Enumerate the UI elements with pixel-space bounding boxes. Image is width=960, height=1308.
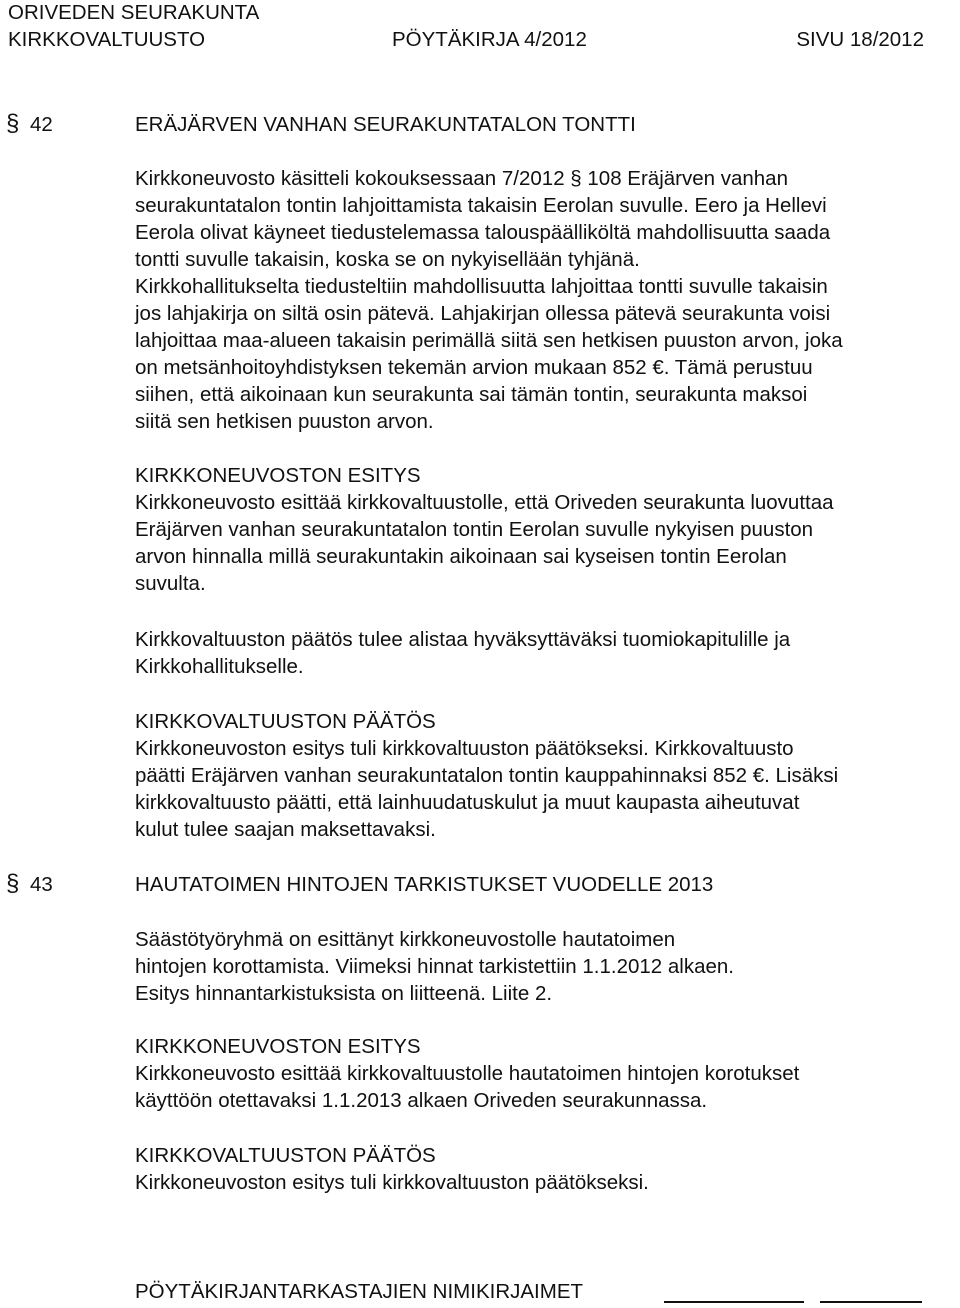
section-mark: § <box>6 110 20 137</box>
section-intro <box>135 926 935 1007</box>
paragraph-line: kulut tulee saajan maksettavaksi. <box>135 818 436 841</box>
decision-block <box>135 708 935 843</box>
paragraph-line: Kirkkoneuvoston esitys tuli kirkkovaltuuston päätökseksi. <box>135 1171 649 1194</box>
paragraph-line: arvon hinnalla millä seurakuntakin aikoinaan sai kyseisen tontin Eerolan <box>135 545 787 568</box>
paragraph-line: Eerola olivat käyneet tiedustelemassa talouspäälliköltä mahdollisuutta saada <box>135 221 831 244</box>
paragraph-line: Säästötyöryhmä on esittänyt kirkkoneuvostolle hautatoimen <box>135 928 676 951</box>
section-number: 42 <box>30 113 53 136</box>
proposal-block <box>135 1033 935 1114</box>
governing-body: KIRKKOVALTUUSTO <box>8 28 206 51</box>
page-number: SIVU 18/2012 <box>796 28 924 51</box>
paragraph-line: käyttöön otettavaksi 1.1.2013 alkaen Oriveden seurakunnassa. <box>135 1089 708 1112</box>
paragraph-line: Eräjärven vanhan seurakuntatalon tontin Eerolan suvulle nykyisen puuston <box>135 518 814 541</box>
proposal-heading: KIRKKONEUVOSTON ESITYS <box>135 464 421 487</box>
signature-line <box>664 1301 804 1303</box>
section-intro <box>135 165 935 435</box>
paragraph-line: suvulta. <box>135 572 206 595</box>
appeal-block <box>135 626 935 680</box>
paragraph-line: Esitys hinnantarkistuksista on liitteenä. Liite 2. <box>135 982 553 1005</box>
decision-block <box>135 1142 935 1196</box>
decision-heading: KIRKKOVALTUUSTON PÄÄTÖS <box>135 1144 436 1167</box>
proposal-block <box>135 462 935 597</box>
paragraph-line: lahjoittaa maa-alueen takaisin perimällä siitä sen hetkisen puuston arvon, joka <box>135 329 843 352</box>
proposal-heading: KIRKKONEUVOSTON ESITYS <box>135 1035 421 1058</box>
paragraph-line: Kirkkohallitukselta tiedusteltiin mahdollisuutta lahjoittaa tontti suvulle takaisin <box>135 275 828 298</box>
section-title: ERÄJÄRVEN VANHAN SEURAKUNTATALON TONTTI <box>135 113 636 136</box>
paragraph-line: Kirkkoneuvosto esittää kirkkovaltuustolle, että Oriveden seurakunta luovuttaa <box>135 491 834 514</box>
organization-name: ORIVEDEN SEURAKUNTA <box>8 1 260 24</box>
section-title: HAUTATOIMEN HINTOJEN TARKISTUKSET VUODELLE 2013 <box>135 873 714 896</box>
paragraph-line: siitä sen hetkisen puuston arvon. <box>135 410 434 433</box>
paragraph-line: kirkkovaltuusto päätti, että lainhuudatuskulut ja muut kaupasta aiheutuvat <box>135 791 800 814</box>
decision-heading: KIRKKOVALTUUSTON PÄÄTÖS <box>135 710 436 733</box>
paragraph-line: Kirkkoneuvoston esitys tuli kirkkovaltuuston päätökseksi. Kirkkovaltuusto <box>135 737 794 760</box>
paragraph-line: Kirkkoneuvosto käsitteli kokouksessaan 7/2012 § 108 Eräjärven vanhan <box>135 167 788 190</box>
signatures-label: PÖYTÄKIRJANTARKASTAJIEN NIMIKIRJAIMET <box>135 1280 584 1303</box>
section-number: 43 <box>30 873 53 896</box>
paragraph-line: päätti Eräjärven vanhan seurakuntatalon tontin kauppahinnaksi 852 €. Lisäksi <box>135 764 839 787</box>
section-mark: § <box>6 870 20 897</box>
paragraph-line: seurakuntatalon tontin lahjoittamista takaisin Eerolan suvulle. Eero ja Hellevi <box>135 194 827 217</box>
paragraph-line: tontti suvulle takaisin, koska se on nykyisellään tyhjänä. <box>135 248 640 271</box>
paragraph-line: hintojen korottamista. Viimeksi hinnat tarkistettiin 1.1.2012 alkaen. <box>135 955 735 978</box>
paragraph-line: on metsänhoitoyhdistyksen tekemän arvion mukaan 852 €. Tämä perustuu <box>135 356 813 379</box>
paragraph-line: jos lahjakirja on siltä osin pätevä. Lahjakirjan ollessa pätevä seurakunta voisi <box>135 302 831 325</box>
paragraph-line: Kirkkovaltuuston päätös tulee alistaa hyväksyttäväksi tuomiokapitulille ja <box>135 628 791 651</box>
paragraph-line: Kirkkohallitukselle. <box>135 655 304 678</box>
paragraph-line: siihen, että aikoinaan kun seurakunta sai tämän tontin, seurakunta maksoi <box>135 383 808 406</box>
signature-line <box>820 1301 922 1303</box>
paragraph-line: Kirkkoneuvosto esittää kirkkovaltuustolle hautatoimen hintojen korotukset <box>135 1062 800 1085</box>
minutes-number: PÖYTÄKIRJA 4/2012 <box>392 28 587 51</box>
